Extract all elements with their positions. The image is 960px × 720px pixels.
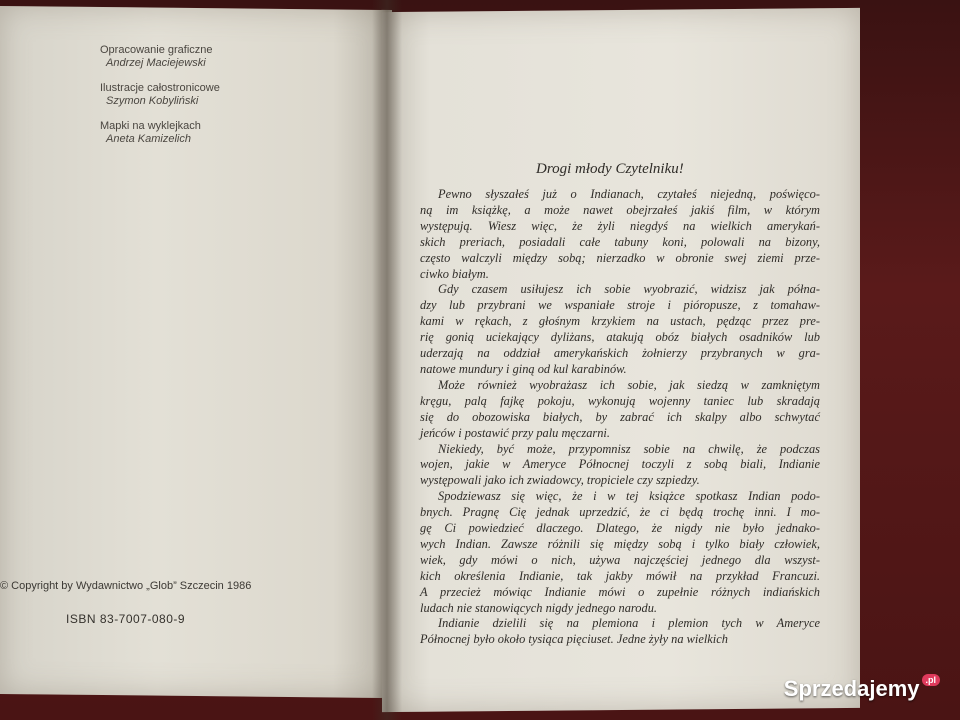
- text-line: wojen, jakie w Ameryce Północnej toczyli z sobą biali, Indianie: [420, 457, 820, 472]
- copyright-notice: © Copyright by Wydawnictwo „Glob” Szczecin 1986: [0, 580, 252, 592]
- credit-illustrations: [100, 82, 280, 108]
- page-heading: Drogi młody Czytelniku!: [536, 161, 684, 177]
- text-line: Gdy czasem usiłujesz ich sobie wyobrazić, widzisz jak półna-: [438, 282, 820, 297]
- text-line: często walczyli między sobą; nierzadko w obronie swej ziemi prze-: [420, 250, 820, 265]
- text-line: natowe mundury i giną od kul karabinów.: [420, 361, 627, 376]
- text-line: Północnej było około tysiąca pięciuset. Jedne żyły na wielkich: [420, 632, 728, 647]
- body-text: [420, 187, 820, 648]
- text-line: bnych. Pragnę Cię jednak uprzedzić, że ci będą trochę inni. I mo-: [420, 505, 820, 520]
- credit-role: Ilustracje całostronicowe: [100, 82, 220, 94]
- text-line: Niekiedy, być może, przypomnisz sobie na chwilę, że podczas: [438, 441, 820, 456]
- watermark-badge: .pl: [922, 674, 941, 686]
- credit-graphic-design: [100, 44, 280, 70]
- credit-name: Andrzej Maciejewski: [106, 57, 206, 69]
- text-line: kręgu, palą fajkę pokoju, wykonują wojenny taniec lub skradają: [420, 393, 820, 408]
- text-line: Pewno słyszałeś już o Indianach, czytałeś niejedną, poświęco-: [438, 187, 820, 201]
- text-line: ciwko białym.: [420, 266, 489, 281]
- text-line: występowali jako ich zwiadowcy, tropiciele czy szpiedzy.: [420, 473, 700, 488]
- text-line: wiek, gdy mówi o nich, używa najczęściej jednego dla wszyst-: [420, 552, 820, 567]
- text-line: wych Indian. Zawsze różnili się między sobą i tylko biały człowiek,: [420, 536, 820, 551]
- credit-role: Mapki na wyklejkach: [100, 120, 201, 132]
- text-line: uderzają na oddział amerykańskich żołnierzy przybranych w gra-: [420, 346, 820, 361]
- watermark-text: Sprzedajemy: [783, 676, 920, 701]
- isbn-number: ISBN 83-7007-080-9: [66, 612, 186, 626]
- credit-name: Aneta Kamizelich: [106, 133, 191, 145]
- text-line: gę Ci powiedzieć dlaczego. Dlatego, że nigdy nie było jednako-: [420, 521, 820, 536]
- credit-maps: [100, 120, 280, 146]
- text-line: Może również wyobrażasz ich sobie, jak siedzą w zamkniętym: [438, 377, 820, 392]
- text-line: występują. Wiesz więc, że żyli niegdyś na wielkich amerykań-: [420, 218, 820, 233]
- text-line: skich preriach, posiadali całe tabuny koni, polowali na bizony,: [420, 234, 820, 249]
- text-line: ludach nie stanowiących nigdy jednego narodu.: [420, 600, 657, 615]
- book-gutter: [372, 0, 402, 720]
- text-line: ną im książkę, a może nawet obejrzałeś jakiś film, w którym: [420, 202, 820, 217]
- credit-name: Szymon Kobyliński: [106, 95, 199, 107]
- text-line: rię gonią uciekający dyliżans, atakują obóz białych osadników lub: [420, 330, 820, 345]
- credit-role: Opracowanie graficzne: [100, 44, 213, 56]
- credits-block: [100, 44, 280, 158]
- text-line: kich określenia Indianie, tak jakby mówił na przykład Francuzi.: [420, 568, 820, 583]
- sprzedajemy-watermark: [784, 676, 940, 702]
- text-line: A przecież mówiąc Indianie mówi o zupełnie różnych indiańskich: [420, 584, 820, 599]
- text-line: Indianie dzielili się na plemiona i plemion tych w Ameryce: [438, 616, 820, 631]
- text-line: kami w rękach, z głośnym krzykiem na ustach, pędząc przez pre-: [420, 314, 820, 329]
- text-line: Spodziewasz się więc, że i w tej książce spotkasz Indian podo-: [438, 489, 820, 504]
- text-line: jeńców i postawić przy palu męczarni.: [420, 425, 610, 440]
- text-line: się do obozowiska białych, by zabrać ich skalpy albo schwytać: [420, 409, 820, 424]
- text-line: dzy lub przybrani we wspaniałe stroje i pióropusze, z tomahaw-: [420, 298, 820, 313]
